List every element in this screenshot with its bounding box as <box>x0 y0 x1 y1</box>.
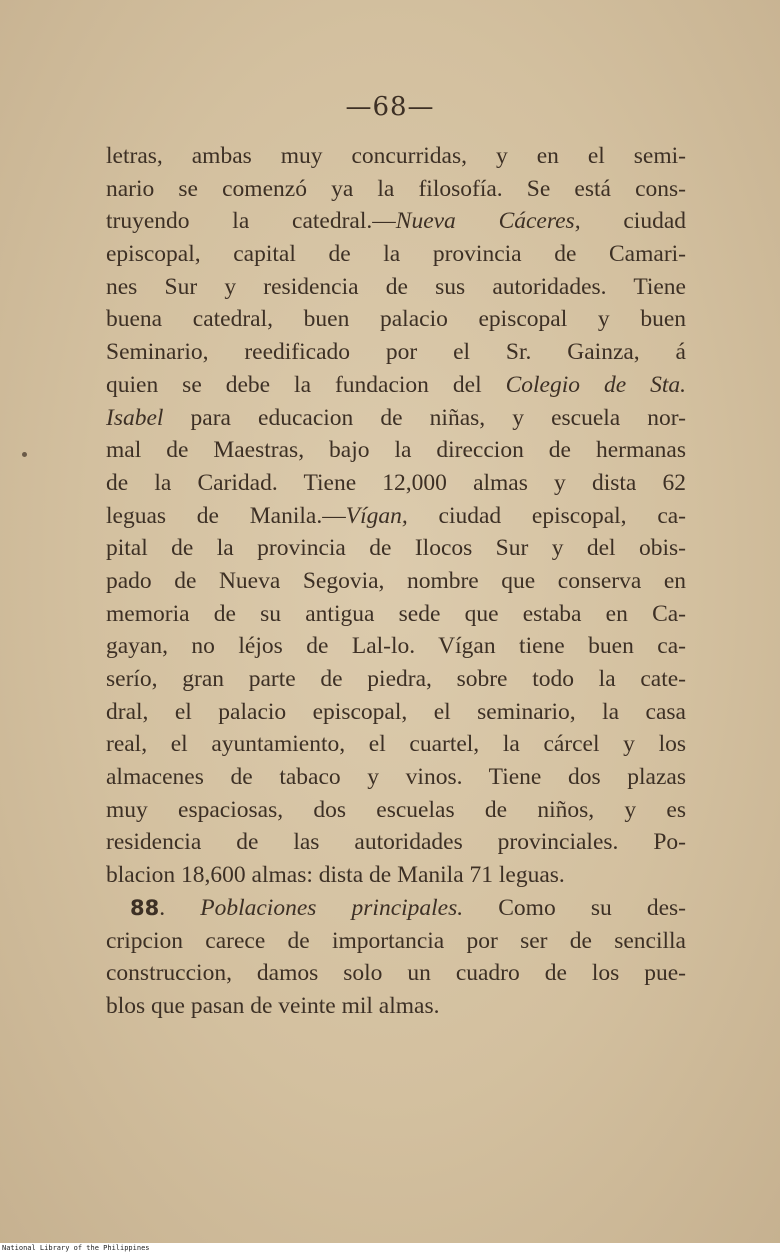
text-run: ciudad episcopal, ca- <box>407 502 687 529</box>
body-text <box>106 140 686 1023</box>
text-line <box>106 205 686 238</box>
text-run: serío, gran parte de piedra, sobre todo la cate- <box>106 666 686 692</box>
text-run: quien se debe la fundacion del <box>106 371 506 398</box>
text-line <box>106 369 686 402</box>
text-line <box>106 859 686 892</box>
text-line <box>106 173 686 206</box>
text-run: nes Sur y residencia de sus autoridades. Tiene <box>106 273 686 300</box>
text-run: pado de Nueva Segovia, nombre que conserva en <box>106 567 686 594</box>
text-run: truyendo la catedral.— <box>106 208 396 235</box>
ink-speck <box>22 452 27 457</box>
footer-watermark: National Library of the Philippines <box>0 1243 780 1253</box>
text-run: mal de Maestras, bajo la direccion de hermanas <box>106 437 686 464</box>
text-run: ciudad <box>580 208 687 235</box>
text-run: residencia de las autoridades provinciales. Po- <box>106 829 686 856</box>
text-line <box>106 630 686 663</box>
italic-text: Nueva Cáceres, <box>395 208 581 235</box>
text-line <box>106 434 686 467</box>
text-line <box>106 761 686 794</box>
text-line <box>106 826 686 859</box>
text-run: nario se comenzó ya la filosofía. Se está cons- <box>106 175 686 202</box>
text-line <box>106 402 686 435</box>
text-run: para educacion de niñas, y escuela nor- <box>163 404 686 431</box>
text-run: muy espaciosas, dos escuelas de niños, y es <box>106 796 686 823</box>
text-line <box>106 500 686 533</box>
text-line <box>106 467 686 500</box>
text-run: buena catedral, buen palacio episcopal y buen <box>106 306 686 333</box>
text-line <box>106 271 686 304</box>
page-number: —68— <box>345 92 435 122</box>
text-line <box>106 696 686 729</box>
text-run: cripcion carece de importancia por ser de sencilla <box>106 927 686 954</box>
text-run: gayan, no léjos de Lal-lo. Vígan tiene buen ca- <box>106 633 686 660</box>
text-run: . <box>159 894 201 921</box>
text-run: dral, el palacio episcopal, el seminario, la casa <box>106 698 686 725</box>
text-run: almacenes de tabaco y vinos. Tiene dos plazas <box>106 764 686 791</box>
text-line <box>106 925 686 958</box>
text-line <box>106 892 686 925</box>
text-line <box>106 598 686 631</box>
text-run: real, el ayuntamiento, el cuartel, la cárcel y los <box>106 731 686 758</box>
text-run: blos que pasan de veinte mil almas. <box>106 992 440 1019</box>
text-run: episcopal, capital de la provincia de Camari- <box>106 241 686 268</box>
text-line <box>106 728 686 761</box>
italic-text: Isabel <box>106 404 164 431</box>
text-line <box>106 532 686 565</box>
text-run: de la Caridad. Tiene 12,000 almas y dista 62 <box>106 469 686 496</box>
italic-text: Vígan, <box>345 502 408 529</box>
paragraph-number: 88 <box>130 895 160 920</box>
text-run: blacion 18,600 almas: dista de Manila 71 leguas. <box>106 862 565 889</box>
text-run: memoria de su antigua sede que estaba en Ca- <box>106 600 686 627</box>
text-run: letras, ambas muy concurridas, y en el semi- <box>106 143 686 169</box>
text-run: construccion, damos solo un cuadro de los pue- <box>106 960 686 987</box>
text-run: Como su des- <box>463 894 686 921</box>
text-line <box>106 140 686 173</box>
text-line <box>106 663 686 696</box>
text-line <box>106 957 686 990</box>
italic-text: Poblaciones principales. <box>200 894 464 921</box>
text-run: Seminario, reedificado por el Sr. Gainza, á <box>106 339 686 366</box>
text-line <box>106 794 686 827</box>
text-run: pital de la provincia de Ilocos Sur y del obis- <box>106 535 686 562</box>
italic-text: Colegio de Sta. <box>505 371 687 398</box>
text-line <box>106 336 686 369</box>
text-line <box>106 303 686 336</box>
text-line <box>106 238 686 271</box>
text-line <box>106 565 686 598</box>
text-run: leguas de Manila.— <box>106 502 346 529</box>
text-line <box>106 990 686 1023</box>
